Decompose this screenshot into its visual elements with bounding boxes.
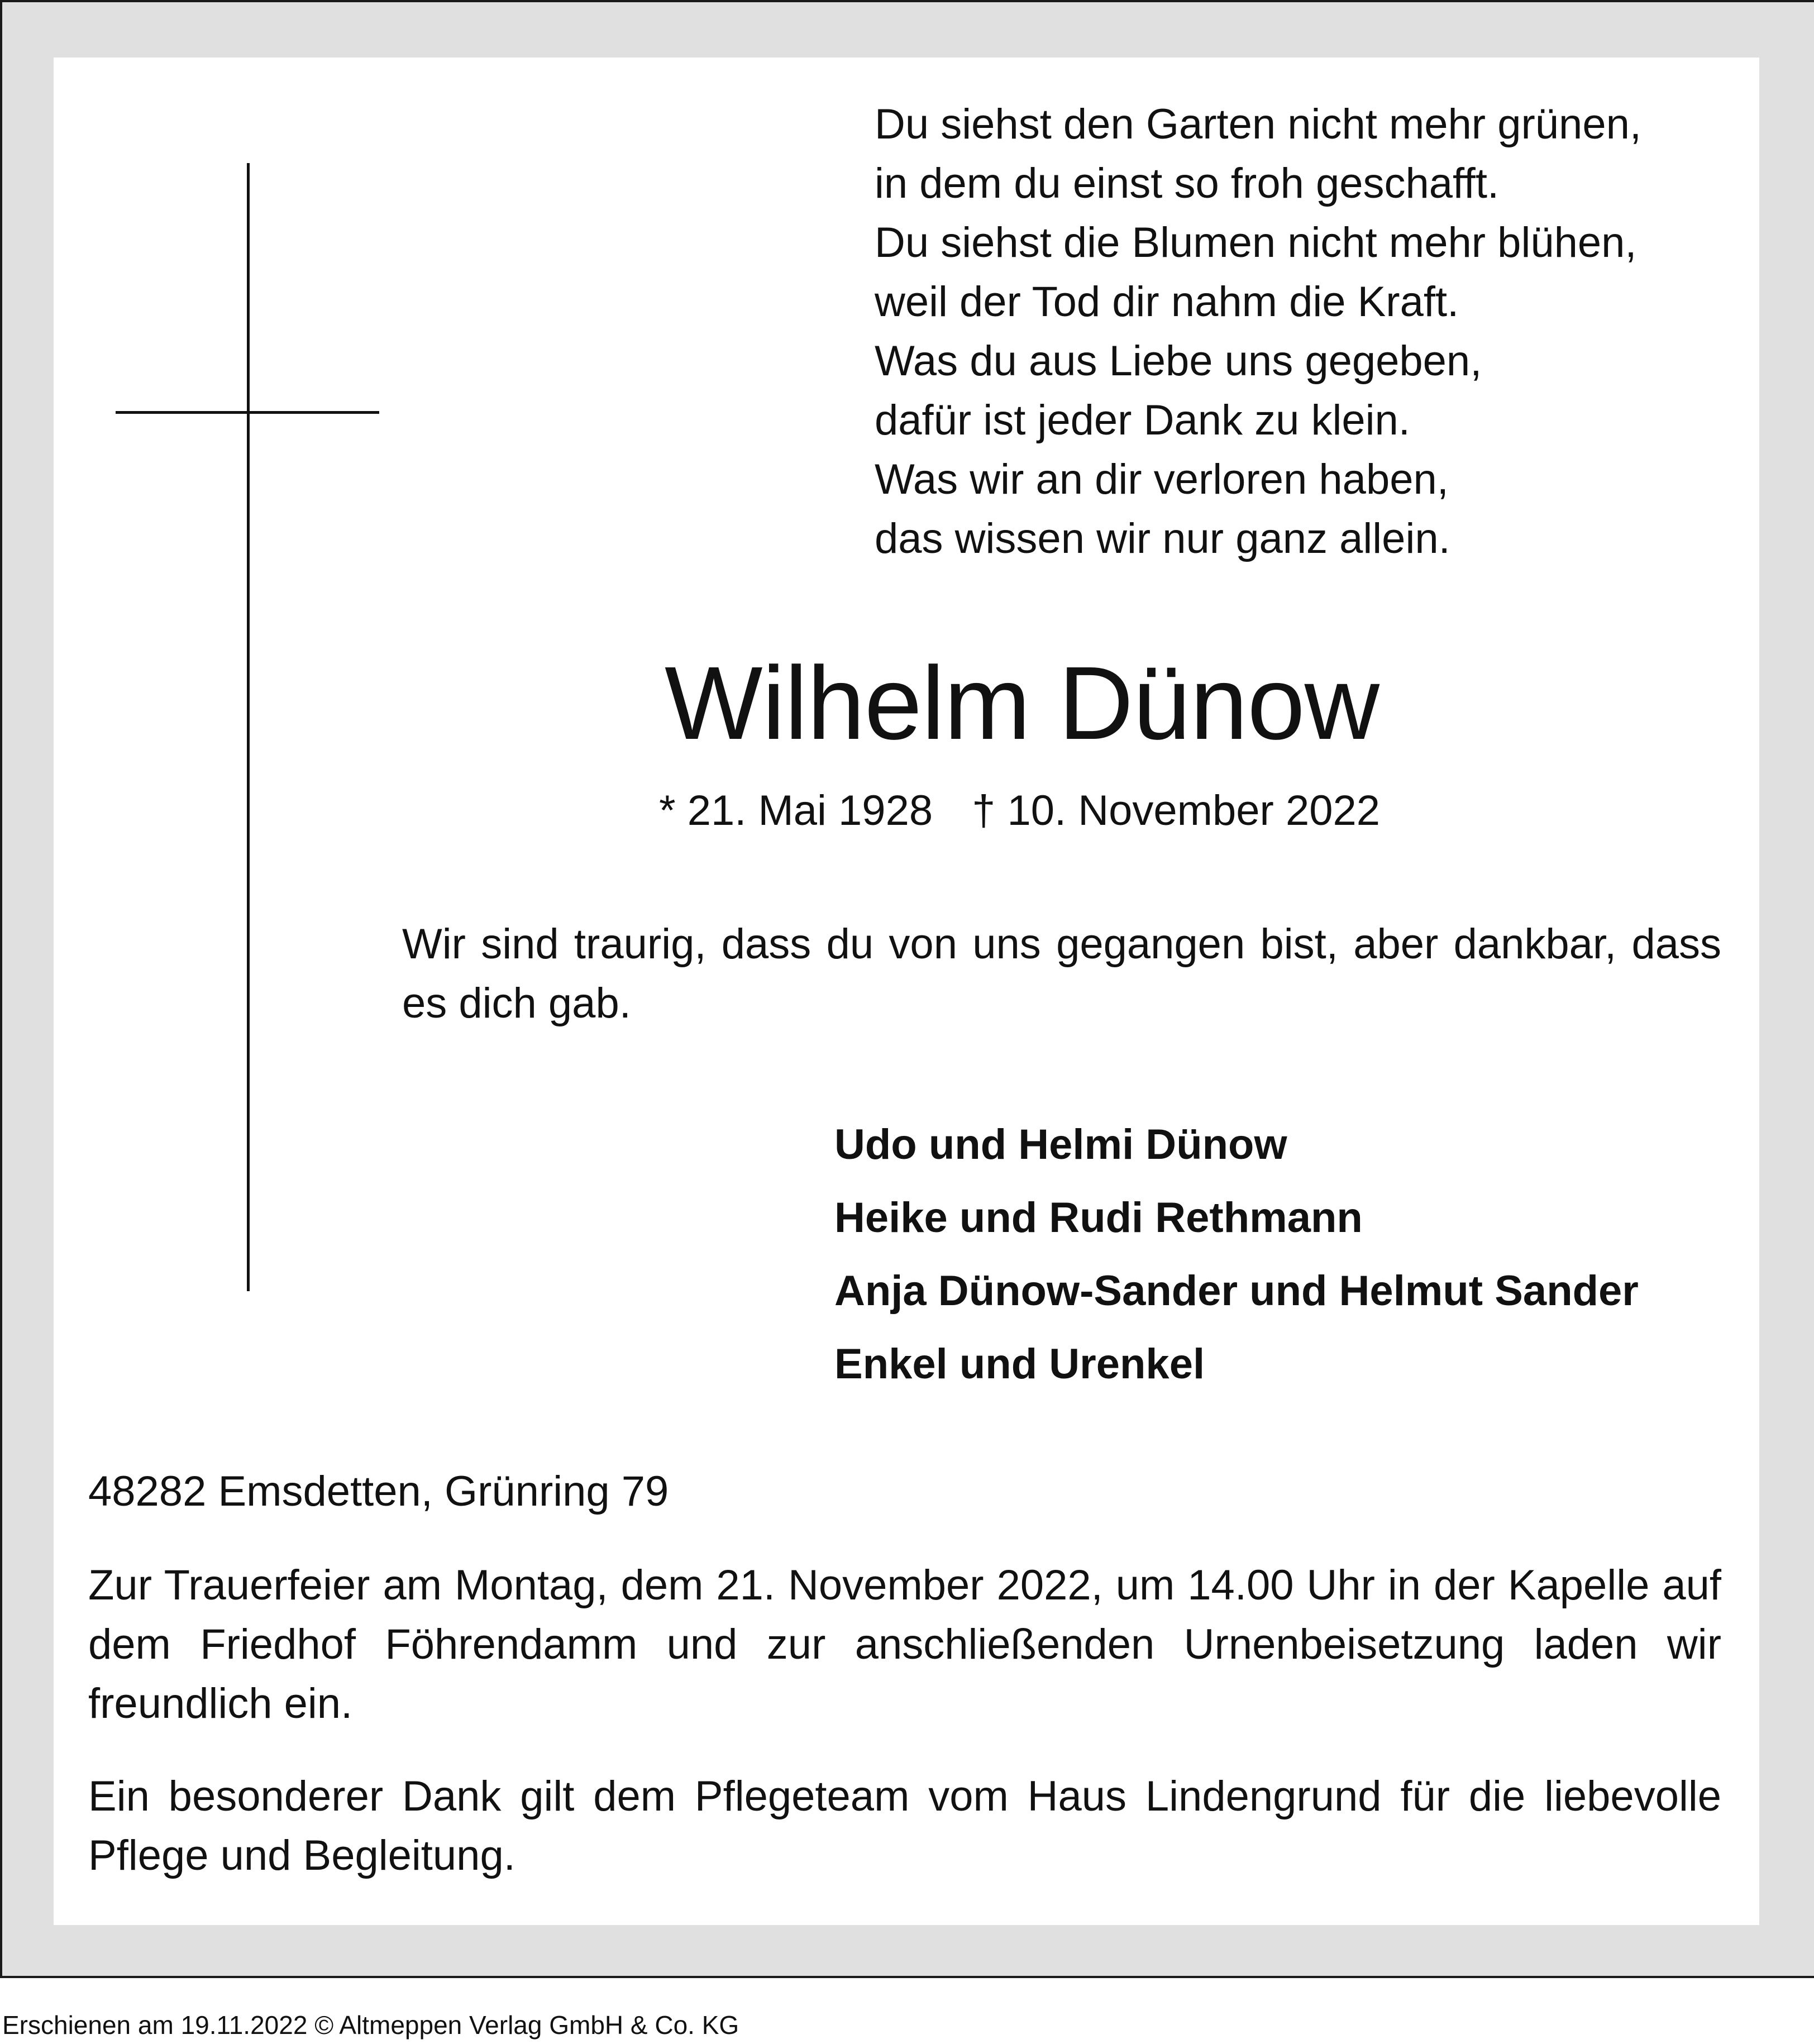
mourner-name: Udo und Helmi Dünow [834,1121,1287,1168]
mourner-name: Heike und Rudi Rethmann [834,1194,1363,1241]
service-notice: Zur Trauerfeier am Montag, dem 21. November 2022, um 14.00 Uhr in der Kapelle auf dem Friedhof Föhrendamm und zur anschließenden Urnenbeisetzung laden wir freundlich ein. [88,1561,1721,1727]
poem-line: weil der Tod dir nahm die Kraft. [875,278,1459,326]
mourners-list [834,1108,1639,1401]
poem-line: Du siehst die Blumen nicht mehr blühen, [875,219,1637,266]
life-dates [659,783,1380,839]
address: 48282 Emsdetten, Grünring 79 [88,1468,669,1515]
death-date: † 10. November 2022 [972,787,1381,834]
mourner-name: Enkel und Urenkel [834,1340,1205,1388]
publication-footer: Erschienen am 19.11.2022 © Altmeppen Verlag GmbH & Co. KG [2,2010,739,2040]
poem-line: in dem du einst so froh geschafft. [875,160,1500,207]
mourner-name: Anja Dünow-Sander und Helmut Sander [834,1267,1639,1315]
poem-line: Du siehst den Garten nicht mehr grünen, [875,101,1641,148]
poem-line: dafür ist jeder Dank zu klein. [875,397,1410,444]
poem [875,95,1768,569]
farewell-quote: Wir sind traurig, dass du von uns gegangen bist, aber dankbar, dass es dich gab. [402,920,1721,1027]
birth-date: * 21. Mai 1928 [659,787,933,834]
poem-line: Was du aus Liebe uns gegeben, [875,337,1482,385]
deceased-name: Wilhelm Dünow [665,646,1379,761]
poem-line: das wissen wir nur ganz allein. [875,515,1450,562]
thanks-notice: Ein besonderer Dank gilt dem Pflegeteam vom Haus Lindengrund für die liebevolle Pflege und Begleitung. [88,1773,1721,1879]
cross-icon-vertical-bar [247,163,250,1291]
cross-icon-horizontal-bar [116,411,379,414]
poem-line: Was wir an dir verloren haben, [875,456,1449,503]
